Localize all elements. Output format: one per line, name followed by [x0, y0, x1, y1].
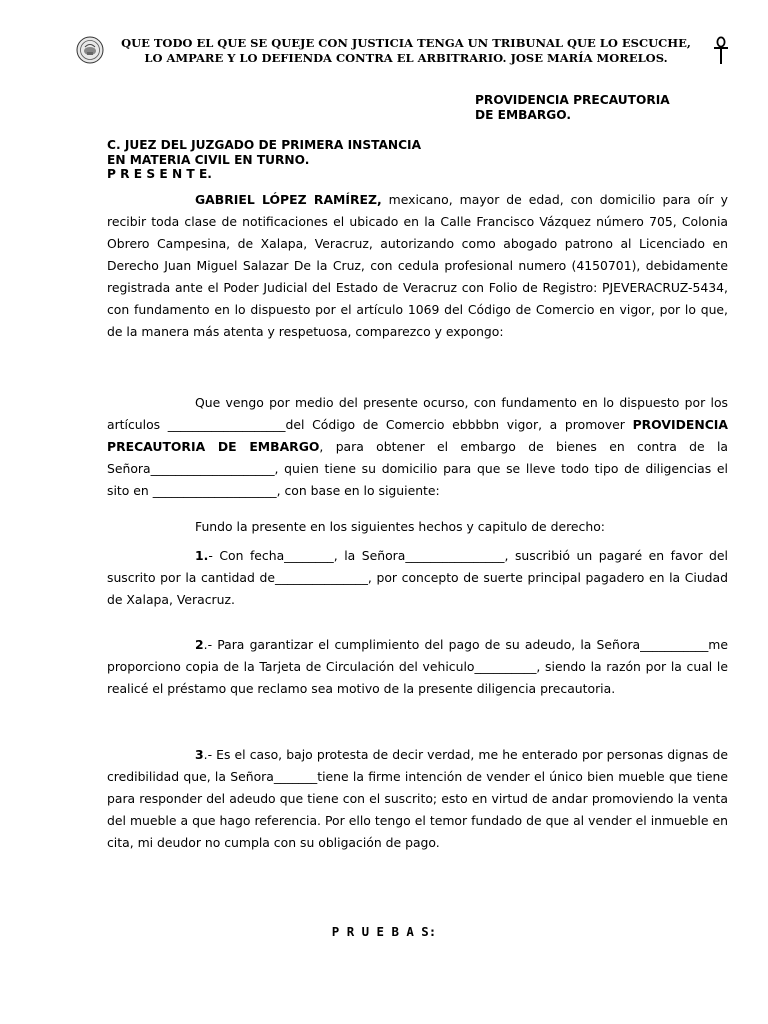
paragraph-intro — [107, 189, 728, 343]
addressee-line-2: EN MATERIA CIVIL EN TURNO. — [107, 152, 310, 167]
fact-3 — [107, 744, 728, 854]
fact-1-text: - Con fecha________, la Señora________________, suscribió un pagaré en favor del suscrito por la cantidad de_______________, por concepto de suerte principal pagadero en la Ciudad de Xalapa, Veracruz. — [107, 548, 728, 607]
petitioner-name: GABRIEL LÓPEZ RAMÍREZ, — [195, 192, 382, 207]
paragraph-grounds-text: Fundo la presente en los siguientes hechos y capitulo de derecho: — [195, 519, 605, 534]
paragraph-intro-text: mexicano, mayor de edad, con domicilio para oír y recibir toda clase de notificaciones el ubicado en la Calle Francisco Vázquez número 705, Colonia Obrero Campesina, de Xalapa, Veracruz, autorizando como abogado patrono al Licenciado en Derecho Juan Miguel Salazar De la Cruz, con cedula profesional numero (4150701), debidamente registrada ante el Poder Judicial del Estado de Veracruz con Folio de Registro: PJEVERACRUZ-5434, con fundamento en lo dispuesto por el artículo 1069 del Código de Comercio en vigor, por lo que, de la manera más atenta y respetuosa, comparezco y expongo: — [107, 192, 728, 339]
section-heading-pruebas: P R U E B A S: — [331, 924, 437, 939]
seal-icon — [76, 36, 104, 64]
petition-type: PROVIDENCIA PRECAUTORIA DE EMBARGO — [107, 417, 728, 454]
title-line-1: PROVIDENCIA PRECAUTORIA — [475, 93, 670, 107]
addressee — [107, 138, 421, 182]
motto-line-2: LO AMPARE Y LO DEFIENDA CONTRA EL ARBITRARIO. JOSE MARÍA MORELOS. — [144, 51, 668, 65]
fact-3-number: 3 — [195, 747, 204, 762]
fact-1-number: 1. — [195, 548, 209, 563]
fact-1 — [107, 545, 728, 611]
document-title — [475, 93, 670, 123]
motto-line-1: QUE TODO EL QUE SE QUEJE CON JUSTICIA TENGA UN TRIBUNAL QUE LO ESCUCHE, — [121, 36, 691, 50]
title-line-2: DE EMBARGO. — [475, 108, 571, 122]
ankh-icon — [712, 36, 730, 66]
addressee-line-3: P R E S E N T E. — [107, 167, 212, 181]
letterhead — [76, 34, 736, 70]
paragraph-grounds — [107, 516, 728, 538]
fact-2 — [107, 634, 728, 700]
paragraph-petition-text-a: Que vengo por medio del presente ocurso, con fundamento en lo dispuesto por los artículos ___________________del Código de Comercio ebbbbn vigor, a promover — [107, 395, 728, 432]
addressee-line-1: C. JUEZ DEL JUZGADO DE PRIMERA INSTANCIA — [107, 138, 421, 152]
fact-2-text: .- Para garantizar el cumplimiento del pago de su adeudo, la Señora___________me proporciono copia de la Tarjeta de Circulación del vehiculo__________, siendo la razón por la cual le realicé el préstamo que reclamo sea motivo de la presente diligencia precautoria. — [107, 637, 728, 696]
paragraph-petition — [107, 392, 728, 502]
motto — [106, 36, 706, 66]
fact-2-number: 2 — [195, 637, 204, 652]
fact-3-text: .- Es el caso, bajo protesta de decir verdad, me he enterado por personas dignas de credibilidad que, la Señora_______tiene la firme intención de vender el único bien mueble que tiene para responder del adeudo que tiene con el suscrito; esto en virtud de andar promoviendo la venta del mueble a que hago referencia. Por ello tengo el temor fundado de que al vender el inmueble en cita, mi deudor no cumpla con su obligación de pago. — [107, 747, 728, 850]
paragraph-petition-text-b: , para obtener el embargo de bienes en contra de la Señora____________________, quien tiene su domicilio para que se lleve todo tipo de diligencias el sito en ____________________, con base en lo siguiente: — [107, 439, 729, 498]
